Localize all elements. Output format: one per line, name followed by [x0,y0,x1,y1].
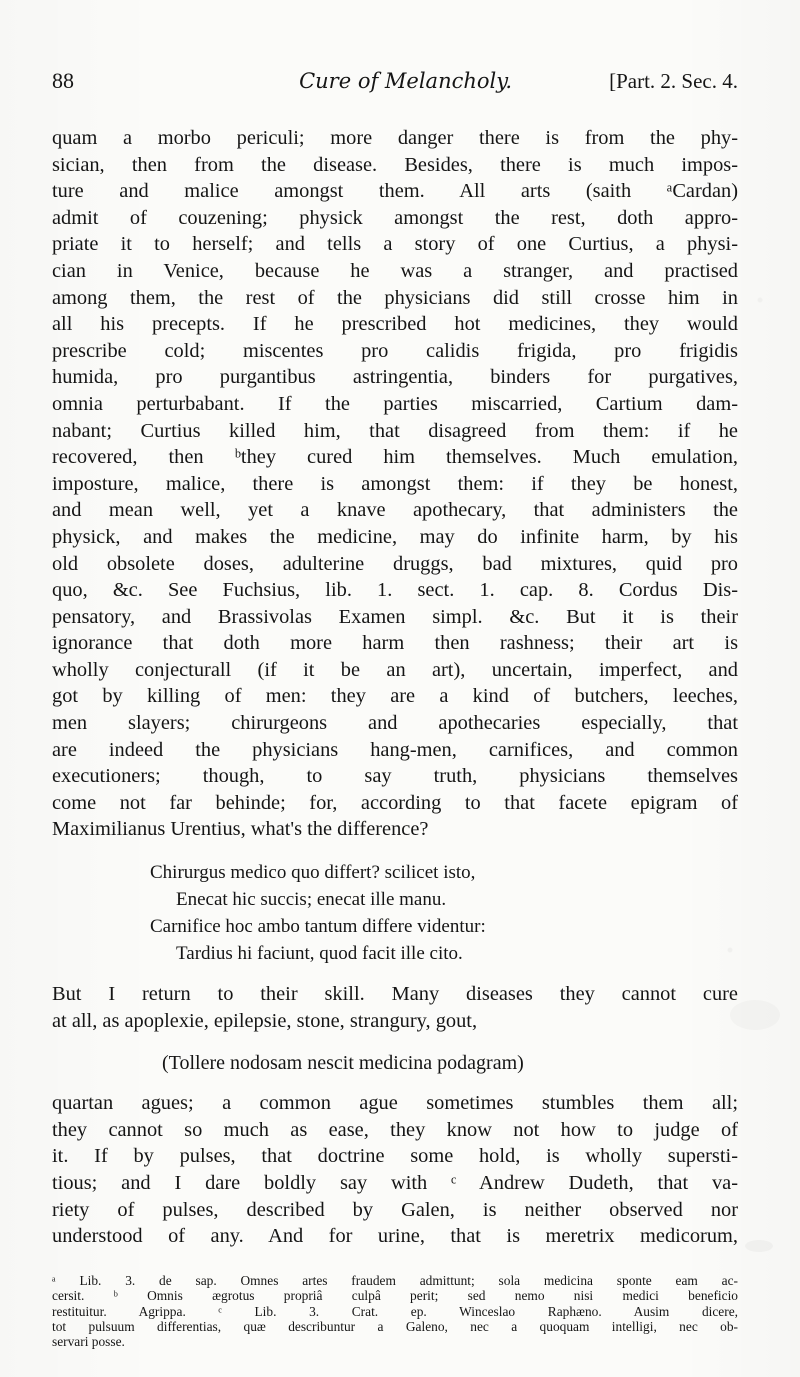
footnote-line: restituitur. Agrippa. ᶜ Lib. 3. Crat. ep. Winceslao Raphæno. Ausim dicere, [52,1303,738,1319]
text-line: quam a morbo periculi; more danger there is from the phy- [52,127,738,149]
running-head [52,70,738,106]
text-line: ture and malice amongst them. All arts (saith ᵃCardan) [52,180,738,203]
text-line: are indeed the physicians hang-men, carnifices, and common [52,738,738,761]
text-line: executioners; though, to say truth, physicians themselves [52,765,738,788]
text-line: omnia perturbabant. If the parties miscarried, Cartium dam- [52,392,738,415]
text-line: and mean well, yet a knave apothecary, that administers the [52,499,738,522]
verse-line: Enecat hic succis; enecat ille manu. [176,889,447,911]
footnote-line: cersit. ᵇ Omnis ægrotus propriâ culpâ perit; sed nemo nisi medici beneficio [52,1288,738,1304]
text-line: nabant; Curtius killed him, that disagreed from them: if he [52,419,738,442]
text-line: wholly conjecturall (if it be an art), uncertain, imperfect, and [52,658,738,681]
text-line: sician, then from the disease. Besides, there is much impos- [52,153,738,176]
text-line: prescribe cold; miscentes pro calidis frigida, pro frigidis [52,339,738,362]
footnote-line: tot pulsuum differentias, quæ describuntur a Galeno, nec a quoquam intelligi, nec ob- [52,1319,738,1334]
text-line: imposture, malice, there is amongst them: if they be honest, [52,472,738,495]
text-line: Maximilianus Urentius, what's the difference? [52,818,429,841]
text-line: men slayers; chirurgeons and apothecaries especially, that [52,712,738,735]
verse-line: Tardius hi faciunt, quod facit ille cito. [176,943,463,965]
text-line: quo, &c. See Fuchsius, lib. 1. sect. 1. cap. 8. Cordus Dis- [52,579,738,602]
text-line: quartan agues; a common ague sometimes stumbles them all; [52,1092,738,1115]
footnotes [52,1273,738,1350]
verse-line: Chirurgus medico quo differt? scilicet isto, [150,862,476,884]
text-line: ignorance that doth more harm then rashness; their art is [52,632,738,655]
main-text [52,125,738,1250]
text-line: priate it to herself; and tells a story of one Curtius, a physi- [52,233,738,256]
page-number: 88 [52,68,74,93]
footnote-line: ᵃ Lib. 3. de sap. Omnes artes fraudem admittunt; sola medicina sponte eam ac- [52,1272,738,1288]
text-line: tious; and I dare boldly say with ᶜ Andrew Dudeth, that va- [52,1172,738,1194]
text-line: among them, the rest of the physicians did still crosse him in [52,286,738,309]
part-section: [Part. 2. Sec. 4. [609,69,738,93]
running-title: Cure of Melancholy. [299,69,512,93]
text-line: recovered, then ᵇthey cured him themselves. Much emulation, [52,446,738,469]
verse-line: Carnifice hoc ambo tantum differe videntur: [150,916,486,938]
text-line: humida, pro purgantibus astringentia, binders for purgatives, [52,366,738,389]
paper-smudge [745,1240,773,1252]
text-line: understood of any. And for urine, that is meretrix medicorum, [52,1225,738,1248]
latin-epigram [150,859,738,967]
text-line: riety of pulses, described by Galen, is neither observed nor [52,1198,738,1221]
text-line: physick, and makes the medicine, may do infinite harm, by his [52,525,738,548]
latin-quotation: (Tollere nodosam nescit medicina podagram) [162,1052,524,1075]
text-line: at all, as apoplexie, epilepsie, stone, strangury, gout, [52,1009,478,1032]
footnote-line: servari posse. [52,1334,125,1350]
text-line: it. If by pulses, that doctrine some hold, is wholly supersti- [52,1145,738,1168]
text-line: But I return to their skill. Many diseases they cannot cure [52,983,738,1006]
text-line: all his precepts. If he prescribed hot medicines, they would [52,313,738,336]
paper-smudge [730,1000,780,1030]
text-line: pensatory, and Brassivolas Examen simpl. &c. But it is their [52,605,738,628]
text-line: they cannot so much as ease, they know not how to judge of [52,1118,738,1141]
text-line: old obsolete doses, adulterine druggs, bad mixtures, quid pro [52,552,738,575]
text-line: come not far behinde; for, according to that facete epigram of [52,791,738,814]
text-line: got by killing of men: they are a kind of butchers, leeches, [52,685,738,708]
text-line: cian in Venice, because he was a stranger, and practised [52,259,738,282]
text-line: admit of couzening; physick amongst the rest, doth appro- [52,206,738,229]
